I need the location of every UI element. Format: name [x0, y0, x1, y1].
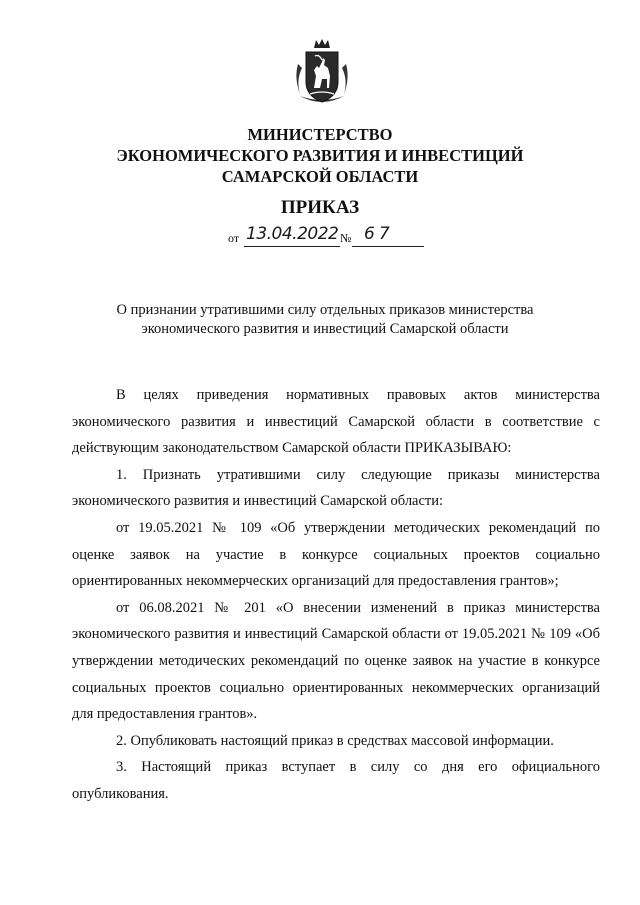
order-date-handwritten: 13.04.2022	[246, 224, 339, 244]
order-subject: О признании утратившими силу отдельных приказов министерства экономического развития и инвестиций Самарской области	[116, 302, 534, 337]
document-title: ПРИКАЗ	[280, 197, 360, 218]
paragraph-item-2: 2. Опубликовать настоящий приказ в средствах массовой информации.	[116, 732, 554, 749]
header-line-1: МИНИСТЕРСТВО	[247, 125, 393, 144]
number-underline	[352, 246, 424, 247]
from-label: от	[228, 231, 240, 245]
paragraph-order-201: от 06.08.2021 № 201 «О внесении изменений в приказ министерства экономического развития и инвестиций Самарской области от 19.05.2021 № 109 «Об утверждении методических рекомендаций по оценке заявок на участие в конкурсе социальных проектов социально ориентированных некоммерческих организаций для предоставления грантов».	[72, 599, 600, 723]
date-underline	[244, 246, 340, 247]
header-line-2: ЭКОНОМИЧЕСКОГО РАЗВИТИЯ И ИНВЕСТИЦИЙ	[116, 146, 524, 165]
paragraph-item-3: 3. Настоящий приказ вступает в силу со дня его официального опубликования.	[72, 759, 600, 802]
order-date-number-line	[228, 226, 428, 250]
paragraph-preamble: В целях приведения нормативных правовых актов министерства экономического развития и инвестиций Самарской области в соответствие с действующим законодательством Самарской области ПРИКАЗЫВАЮ:	[72, 387, 600, 457]
order-body	[72, 382, 600, 808]
header-line-3: САМАРСКОЙ ОБЛАСТИ	[221, 167, 419, 186]
paragraph-order-109: от 19.05.2021 № 109 «Об утверждении методических рекомендаций по оценке заявок на участие в конкурсе социальных проектов социально ориентированных некоммерческих организаций для предоставления грантов»;	[72, 519, 600, 590]
number-label: №	[340, 231, 352, 245]
order-number-handwritten: 67	[364, 224, 394, 244]
samara-coat-of-arms-emblem	[292, 38, 352, 110]
paragraph-item-1: 1. Признать утратившими силу следующие приказы министерства экономического развития и инвестиций Самарской области:	[72, 466, 600, 510]
ministry-header	[0, 124, 640, 187]
